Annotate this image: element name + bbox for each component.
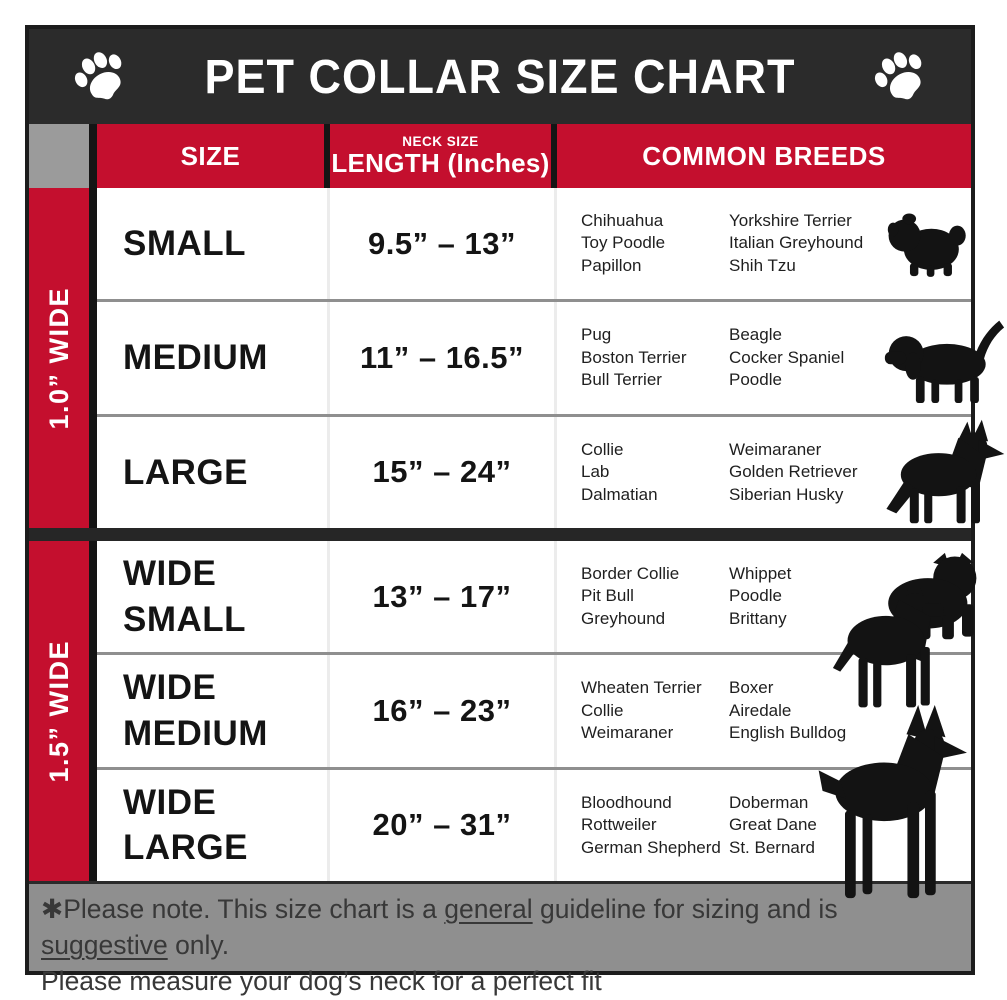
breed-list: Boxer Airedale English Bulldog xyxy=(729,678,847,743)
small-fluffy-dog-icon xyxy=(884,208,968,280)
size-label: WIDE LARGE xyxy=(97,770,330,881)
breed-list: Collie Lab Dalmatian xyxy=(581,439,658,504)
section-divider xyxy=(29,528,971,541)
neck-range: 16” – 23” xyxy=(330,655,557,766)
column-header-common-breeds: COMMON BREEDS xyxy=(557,124,971,188)
footer-line-2: Please measure your dog’s neck for a perfect fit xyxy=(41,965,602,996)
paw-print-icon xyxy=(863,45,937,109)
table-row-large xyxy=(97,414,971,528)
page-title: PET COLLAR SIZE CHART xyxy=(204,48,796,104)
section-1-5-wide xyxy=(29,541,971,881)
column-header-size: SIZE xyxy=(97,124,330,188)
width-rail-label: 1.5” WIDE xyxy=(43,639,74,783)
table-row-small xyxy=(97,188,971,299)
paw-print-icon xyxy=(63,45,137,109)
size-label: MEDIUM xyxy=(97,302,330,413)
breed-list: Pug Boston Terrier Bull Terrier xyxy=(581,325,687,390)
neck-range: 20” – 31” xyxy=(330,770,557,881)
size-label: LARGE xyxy=(97,417,330,528)
width-rail-1-5 xyxy=(29,541,97,881)
column-header-row xyxy=(29,124,971,188)
breed-list: Chihuahua Toy Poodle Papillon xyxy=(581,211,666,275)
doberman-dog-icon xyxy=(801,705,969,905)
neck-range: 9.5” – 13” xyxy=(330,188,557,299)
table-row-wide-large xyxy=(97,767,971,881)
size-label: SMALL xyxy=(97,188,330,299)
breed-list: Border Collie Pit Bull Greyhound xyxy=(581,564,680,628)
pitbull-dog-icon xyxy=(827,583,965,711)
title-bar xyxy=(29,29,971,124)
shepherd-dog-icon xyxy=(881,418,1007,526)
breed-list: Yorkshire Terrier Italian Greyhound Shih Tzu xyxy=(729,211,864,275)
column-header-length-inches: LENGTH (Inches) xyxy=(331,148,550,179)
footer-line-1: ✱Please note. This size chart is a general guideline for sizing and is suggestive only. xyxy=(41,894,838,960)
breed-list: Wheaten Terrier Collie Weimaraner xyxy=(581,678,702,743)
beagle-dog-icon xyxy=(881,309,1007,406)
breed-list: Whippet Poodle Brittany xyxy=(729,564,792,628)
section-1-0-wide xyxy=(29,188,971,528)
corner-spacer xyxy=(29,124,97,188)
neck-range: 11” – 16.5” xyxy=(330,302,557,413)
size-label: WIDE MEDIUM xyxy=(97,655,330,766)
column-header-neck-size: NECK SIZE xyxy=(402,133,479,149)
breed-list: Weimaraner Golden Retriever Siberian Husky xyxy=(729,439,858,504)
neck-range: 13” – 17” xyxy=(330,541,557,652)
breed-list: Beagle Cocker Spaniel Poodle xyxy=(729,325,845,390)
width-rail-1-0 xyxy=(29,188,97,528)
neck-range: 15” – 24” xyxy=(330,417,557,528)
table-row-medium xyxy=(97,299,971,413)
width-rail-label: 1.0” WIDE xyxy=(43,286,74,430)
asterisk-mark: ✱ xyxy=(41,894,64,924)
column-header-length xyxy=(330,124,557,188)
size-label: WIDE SMALL xyxy=(97,541,330,652)
pet-collar-size-chart xyxy=(25,25,975,996)
breed-list: Bloodhound Rottweiler German Shepherd xyxy=(581,792,721,857)
breed-list: Doberman Great Dane St. Bernard xyxy=(729,792,817,857)
